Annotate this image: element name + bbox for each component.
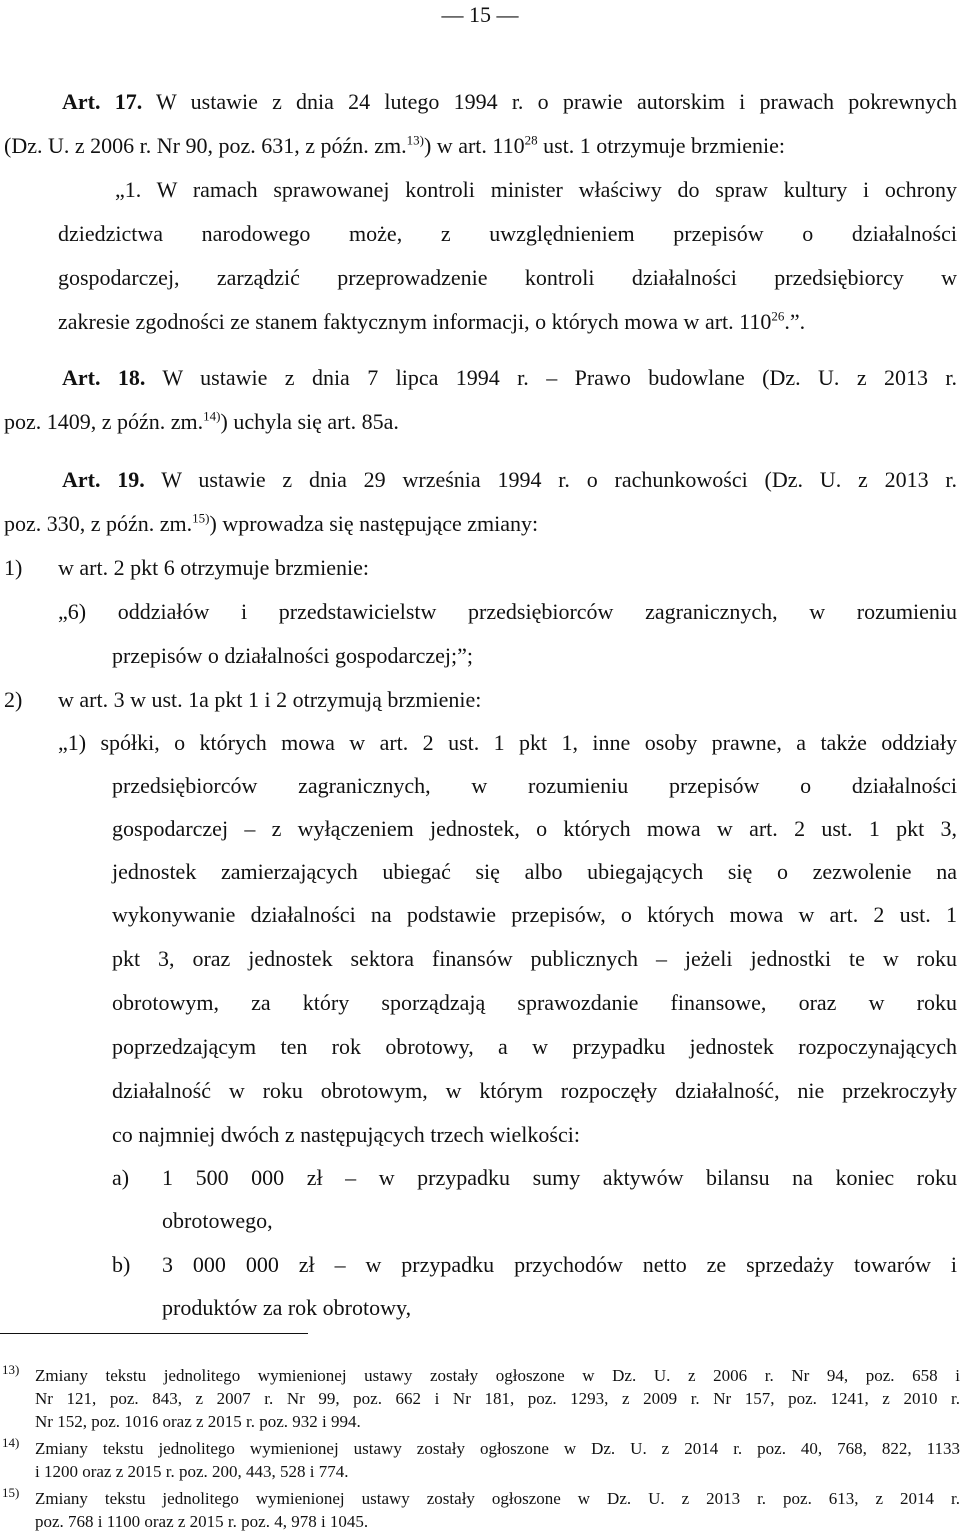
page-number: — 15 — bbox=[441, 2, 519, 27]
art17-text-1: W ustawie z dnia 24 lutego 1994 r. o prawie autorskim i prawach pokrewnych bbox=[156, 89, 957, 114]
art19-text-1: W ustawie z dnia 29 września 1994 r. o rachunkowości (Dz. U. z 2013 r. bbox=[161, 467, 957, 492]
point-2-quote-5: wykonywanie działalności na podstawie przepisów, o których mowa w art. 2 ust. 1 bbox=[112, 902, 957, 927]
art18-text-2b: ) uchyla się art. 85a. bbox=[220, 409, 399, 434]
footnote-14-line-2: i 1200 oraz z 2015 r. poz. 200, 443, 528 i 774. bbox=[35, 1462, 349, 1481]
art17-text-2b: ) w art. 110 bbox=[423, 133, 525, 158]
art18-line2 bbox=[4, 400, 960, 444]
point-2-quote-8: poprzedzającym ten rok obrotowy, a w przypadku jednostek rozpoczynających bbox=[112, 1034, 957, 1059]
art19-label: Art. 19. bbox=[62, 467, 145, 492]
art17-label: Art. 17. bbox=[62, 89, 143, 114]
footnote-ref-15: 15) bbox=[192, 510, 210, 526]
footnote-14-text bbox=[35, 1437, 960, 1483]
footnote-14-number: 14) bbox=[2, 1435, 20, 1450]
sup-26: 26 bbox=[771, 308, 785, 324]
art17-quote-2: dziedzictwa narodowego może, z uwzględnieniem przepisów o działalności bbox=[58, 221, 957, 246]
art18-line1 bbox=[62, 356, 957, 400]
footnote-15-text bbox=[35, 1487, 960, 1533]
art17-quote-1: „1. W ramach sprawowanej kontroli minister właściwy do spraw kultury i ochrony bbox=[115, 177, 957, 202]
footnote-15-line-2: poz. 768 i 1100 oraz z 2015 r. poz. 4, 978 i 1045. bbox=[35, 1512, 369, 1531]
footnote-13-text bbox=[35, 1364, 960, 1433]
footnote-13-line-3: Nr 152, poz. 1016 oraz z 2015 r. poz. 932 i 994. bbox=[35, 1412, 361, 1431]
footnote-ref-13: 13) bbox=[406, 132, 424, 148]
point-2-quote-4: jednostek zamierzających ubiegać się albo ubiegających się o zezwolenie na bbox=[112, 859, 957, 884]
footnote-13-number: 13) bbox=[2, 1362, 20, 1377]
point-2-number: 2) bbox=[4, 687, 23, 712]
subpoint-b-text-1: 3 000 000 zł – w przypadku przychodów netto ze sprzedaży towarów i bbox=[162, 1252, 957, 1277]
footnote-ref-14: 14) bbox=[203, 408, 221, 424]
art17-line2 bbox=[4, 124, 960, 168]
point-2-quote-3: gospodarczej – z wyłączeniem jednostek, o których mowa w art. 2 ust. 1 pkt 3, bbox=[112, 816, 957, 841]
point-1-quote-2: przepisów o działalności gospodarczej;”; bbox=[112, 643, 474, 668]
point-2-quote-9: działalność w roku obrotowym, w którym rozpoczęły działalność, nie przekroczyły bbox=[112, 1078, 957, 1103]
subpoint-a-text-2: obrotowego, bbox=[162, 1208, 273, 1233]
art18-text-1: W ustawie z dnia 7 lipca 1994 r. – Prawo budowlane (Dz. U. z 2013 r. bbox=[162, 365, 957, 390]
art19-point-1 bbox=[4, 546, 960, 590]
footnote-13-line-2: Nr 121, poz. 843, z 2007 r. Nr 99, poz. 662 i Nr 181, poz. 1293, z 2009 r. Nr 157, poz. 1241, z 2010 r. bbox=[35, 1389, 960, 1408]
point-2-quote-2: przedsiębiorców zagranicznych, w rozumieniu przepisów o działalności bbox=[112, 773, 957, 798]
point-1-quote-1: „6) oddziałów i przedstawicielstw przedsiębiorców zagranicznych, w rozumieniu bbox=[58, 599, 957, 624]
sup-28: 28 bbox=[524, 132, 538, 148]
art19-point-2 bbox=[4, 678, 960, 722]
footnote-15-number: 15) bbox=[2, 1485, 20, 1500]
point-1-text: w art. 2 pkt 6 otrzymuje brzmienie: bbox=[58, 555, 369, 580]
subpoint-b-text-2: produktów za rok obrotowy, bbox=[162, 1295, 412, 1320]
footnote-15-line-1: Zmiany tekstu jednolitego wymienionej ustawy zostały ogłoszone w Dz. U. z 2013 r. poz. 613, z 2014 r. bbox=[35, 1489, 960, 1508]
art19-line2 bbox=[4, 502, 960, 546]
art17-quote-4 bbox=[58, 300, 960, 344]
point-1-number: 1) bbox=[4, 555, 23, 580]
footnote-14-line-1: Zmiany tekstu jednolitego wymienionej ustawy zostały ogłoszone w Dz. U. z 2014 r. poz. 40, 768, 822, 1133 bbox=[35, 1439, 960, 1458]
art19-line1 bbox=[62, 458, 957, 502]
art17-line1 bbox=[62, 80, 957, 124]
art19-text-2a: poz. 330, z późn. zm. bbox=[4, 511, 193, 536]
point-2-quote-7: obrotowym, za który sporządzają sprawozdanie finansowe, oraz w roku bbox=[112, 990, 957, 1015]
point-2-quote-1: „1) spółki, o których mowa w art. 2 ust. 1 pkt 1, inne osoby prawne, a także oddziały bbox=[58, 730, 957, 755]
art18-label: Art. 18. bbox=[62, 365, 146, 390]
subpoint-a-number: a) bbox=[112, 1165, 130, 1190]
subpoint-a-text-1: 1 500 000 zł – w przypadku sumy aktywów bilansu na koniec roku bbox=[162, 1165, 957, 1190]
point-2-text: w art. 3 w ust. 1a pkt 1 i 2 otrzymują brzmienie: bbox=[58, 687, 482, 712]
point-2-quote-10: co najmniej dwóch z następujących trzech wielkości: bbox=[112, 1122, 580, 1147]
art18-text-2a: poz. 1409, z późn. zm. bbox=[4, 409, 204, 434]
art17-text-2c: ust. 1 otrzymuje brzmienie: bbox=[543, 133, 786, 158]
art17-quote-3: gospodarczej, zarządzić przeprowadzenie kontroli działalności przedsiębiorcy w bbox=[58, 265, 957, 290]
art19-text-2b: ) wprowadza się następujące zmiany: bbox=[209, 511, 539, 536]
art17-quote-4a: zakresie zgodności ze stanem faktycznym informacji, o których mowa w art. 110 bbox=[58, 309, 772, 334]
point-2-quote-6: pkt 3, oraz jednostek sektora finansów publicznych – jeżeli jednostki te w roku bbox=[112, 946, 957, 971]
footnote-13-line-1: Zmiany tekstu jednolitego wymienionej ustawy zostały ogłoszone w Dz. U. z 2006 r. Nr 94, poz. 658 i bbox=[35, 1366, 960, 1385]
art17-text-2a: (Dz. U. z 2006 r. Nr 90, poz. 631, z późn. zm. bbox=[4, 133, 407, 158]
footnote-separator bbox=[0, 1333, 308, 1334]
art17-quote-4b: .”. bbox=[784, 309, 806, 334]
subpoint-b-number: b) bbox=[112, 1252, 131, 1277]
